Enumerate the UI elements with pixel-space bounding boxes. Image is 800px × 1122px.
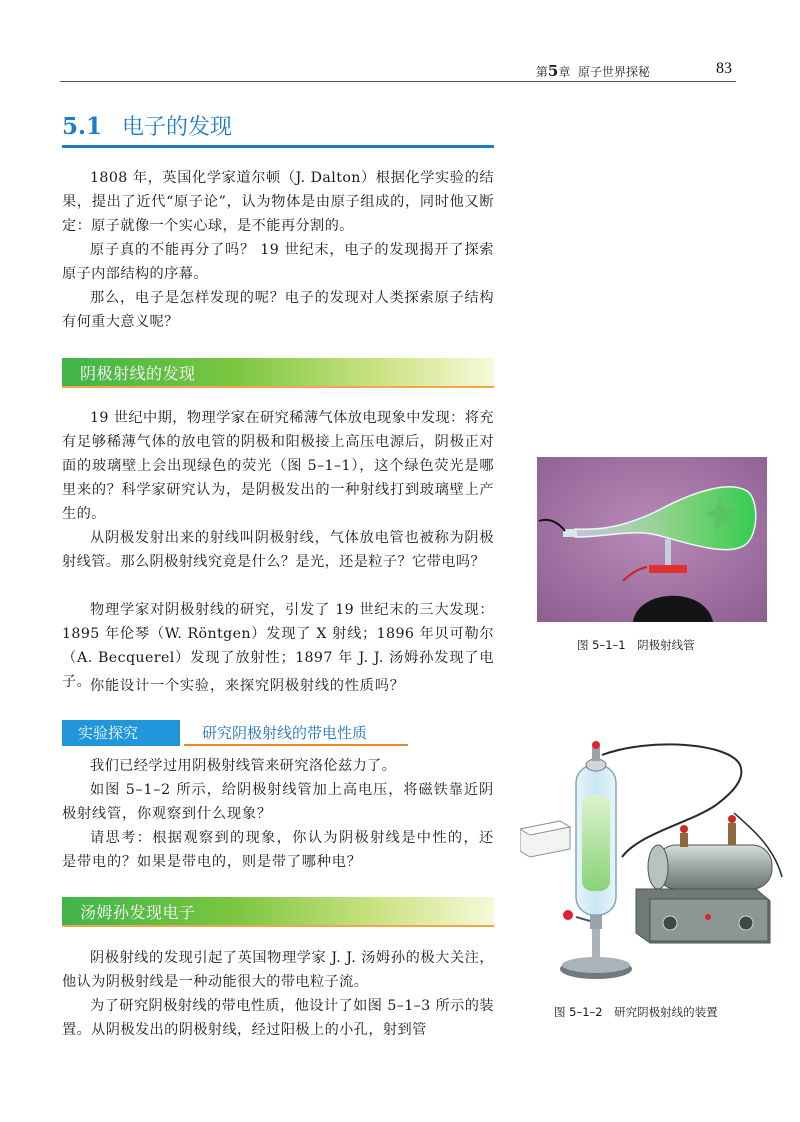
cathode-question: 你能设计一个实验，来探究阴极射线的性质吗？: [90, 678, 405, 694]
experiment-paragraph-1: 我们已经学过用阴极射线管来研究洛伦兹力了。: [90, 758, 397, 774]
experiment-tag: 实验探究: [62, 720, 180, 746]
figure-caption-2: 图 5–1–2 研究阴极射线的装置: [554, 1005, 718, 1019]
intro-paragraph-1: 1808 年，英国化学家道尔顿（J. Dalton）根据化学实验的结果，提出了近代“原子论”，认为物体是由原子组成的，同时他又断定：原子就像一个实心球，是不能再分割的。: [62, 170, 494, 234]
figure-caption-1: 图 5–1–1 阴极射线管: [577, 638, 695, 652]
subheading-thomson: [62, 897, 494, 927]
thomson-paragraph-2: 为了研究阴极射线的带电性质，他设计了如图 5–1–3 所示的装置。从阴极发出的阴极射线，经过阳极上的小孔，射到管: [62, 998, 494, 1038]
page-number: 83: [716, 60, 732, 77]
chapter-label: [536, 62, 650, 80]
chapter-suffix: 章: [558, 65, 571, 79]
thomson-paragraph-1: 阴极射线的发现引起了英国物理学家 J. J. 汤姆孙的极大关注，他认为阴极射线是一种动能很大的带电粒子流。: [62, 950, 494, 990]
subheading-label: 阴极射线的发现: [80, 364, 196, 383]
section-number: 5.1: [62, 113, 103, 140]
subheading-underline: [62, 925, 494, 927]
running-header: [60, 60, 736, 82]
section-rule: [62, 145, 494, 148]
cathode-paragraph-2: 从阴极发射出来的射线叫阴极射线，气体放电管也被称为阴极射线管。那么阴极射线究竟是什么？是光，还是粒子？它带电吗？: [62, 530, 494, 570]
cathode-ray-tube-photo: [537, 457, 767, 622]
chapter-prefix: 第: [535, 65, 548, 79]
experiment-paragraph-3: 请思考：根据观察到的现象，你认为阴极射线是中性的，还是带电的？如果是带电的，则是带了哪种电？: [62, 830, 494, 870]
subheading-cathode-rays: [62, 358, 494, 388]
cathode-paragraph-1: 19 世纪中期，物理学家在研究稀薄气体放电现象中发现：将充有足够稀薄气体的放电管的阴极和阳极接上高压电源后，阴极正对面的玻璃壁上会出现绿色的荧光（图 5–1–1），这个绿色荧光是哪里来的？科学家研究认为，是阴极发出的一种射线打到玻璃壁上产生的。: [62, 410, 494, 522]
subheading-underline: [62, 386, 494, 388]
apparatus-illustration: [520, 737, 788, 989]
cathode-paragraph-3: 物理学家对阴极射线的研究，引发了 19 世纪末的三大发现：1895 年伦琴（W. Röntgen）发现了 X 射线；1896 年贝可勒尔（A. Becquerel）发现了放射性；1897 年 J. J. 汤姆孙发现了电子。: [62, 602, 494, 690]
header-rule: [60, 81, 736, 82]
chapter-number: 5: [547, 62, 559, 80]
section-heading: [62, 110, 232, 144]
experiment-paragraph-2: 如图 5–1–2 所示，给阴极射线管加上高电压，将磁铁靠近阴极射线管，你观察到什么现象？: [62, 782, 494, 822]
intro-paragraph-2: 原子真的不能再分了吗？ 19 世纪末，电子的发现揭开了探索原子内部结构的序幕。: [62, 242, 494, 282]
chapter-title: 原子世界探秘: [577, 65, 650, 79]
intro-paragraph-3: 那么，电子是怎样发现的呢？电子的发现对人类探索原子结构有何重大意义呢？: [62, 290, 494, 330]
experiment-header: [62, 720, 418, 746]
subheading-label: 汤姆孙发现电子: [80, 903, 196, 922]
section-title: 电子的发现: [122, 115, 233, 140]
experiment-title: 研究阴极射线的带电性质: [202, 724, 368, 742]
